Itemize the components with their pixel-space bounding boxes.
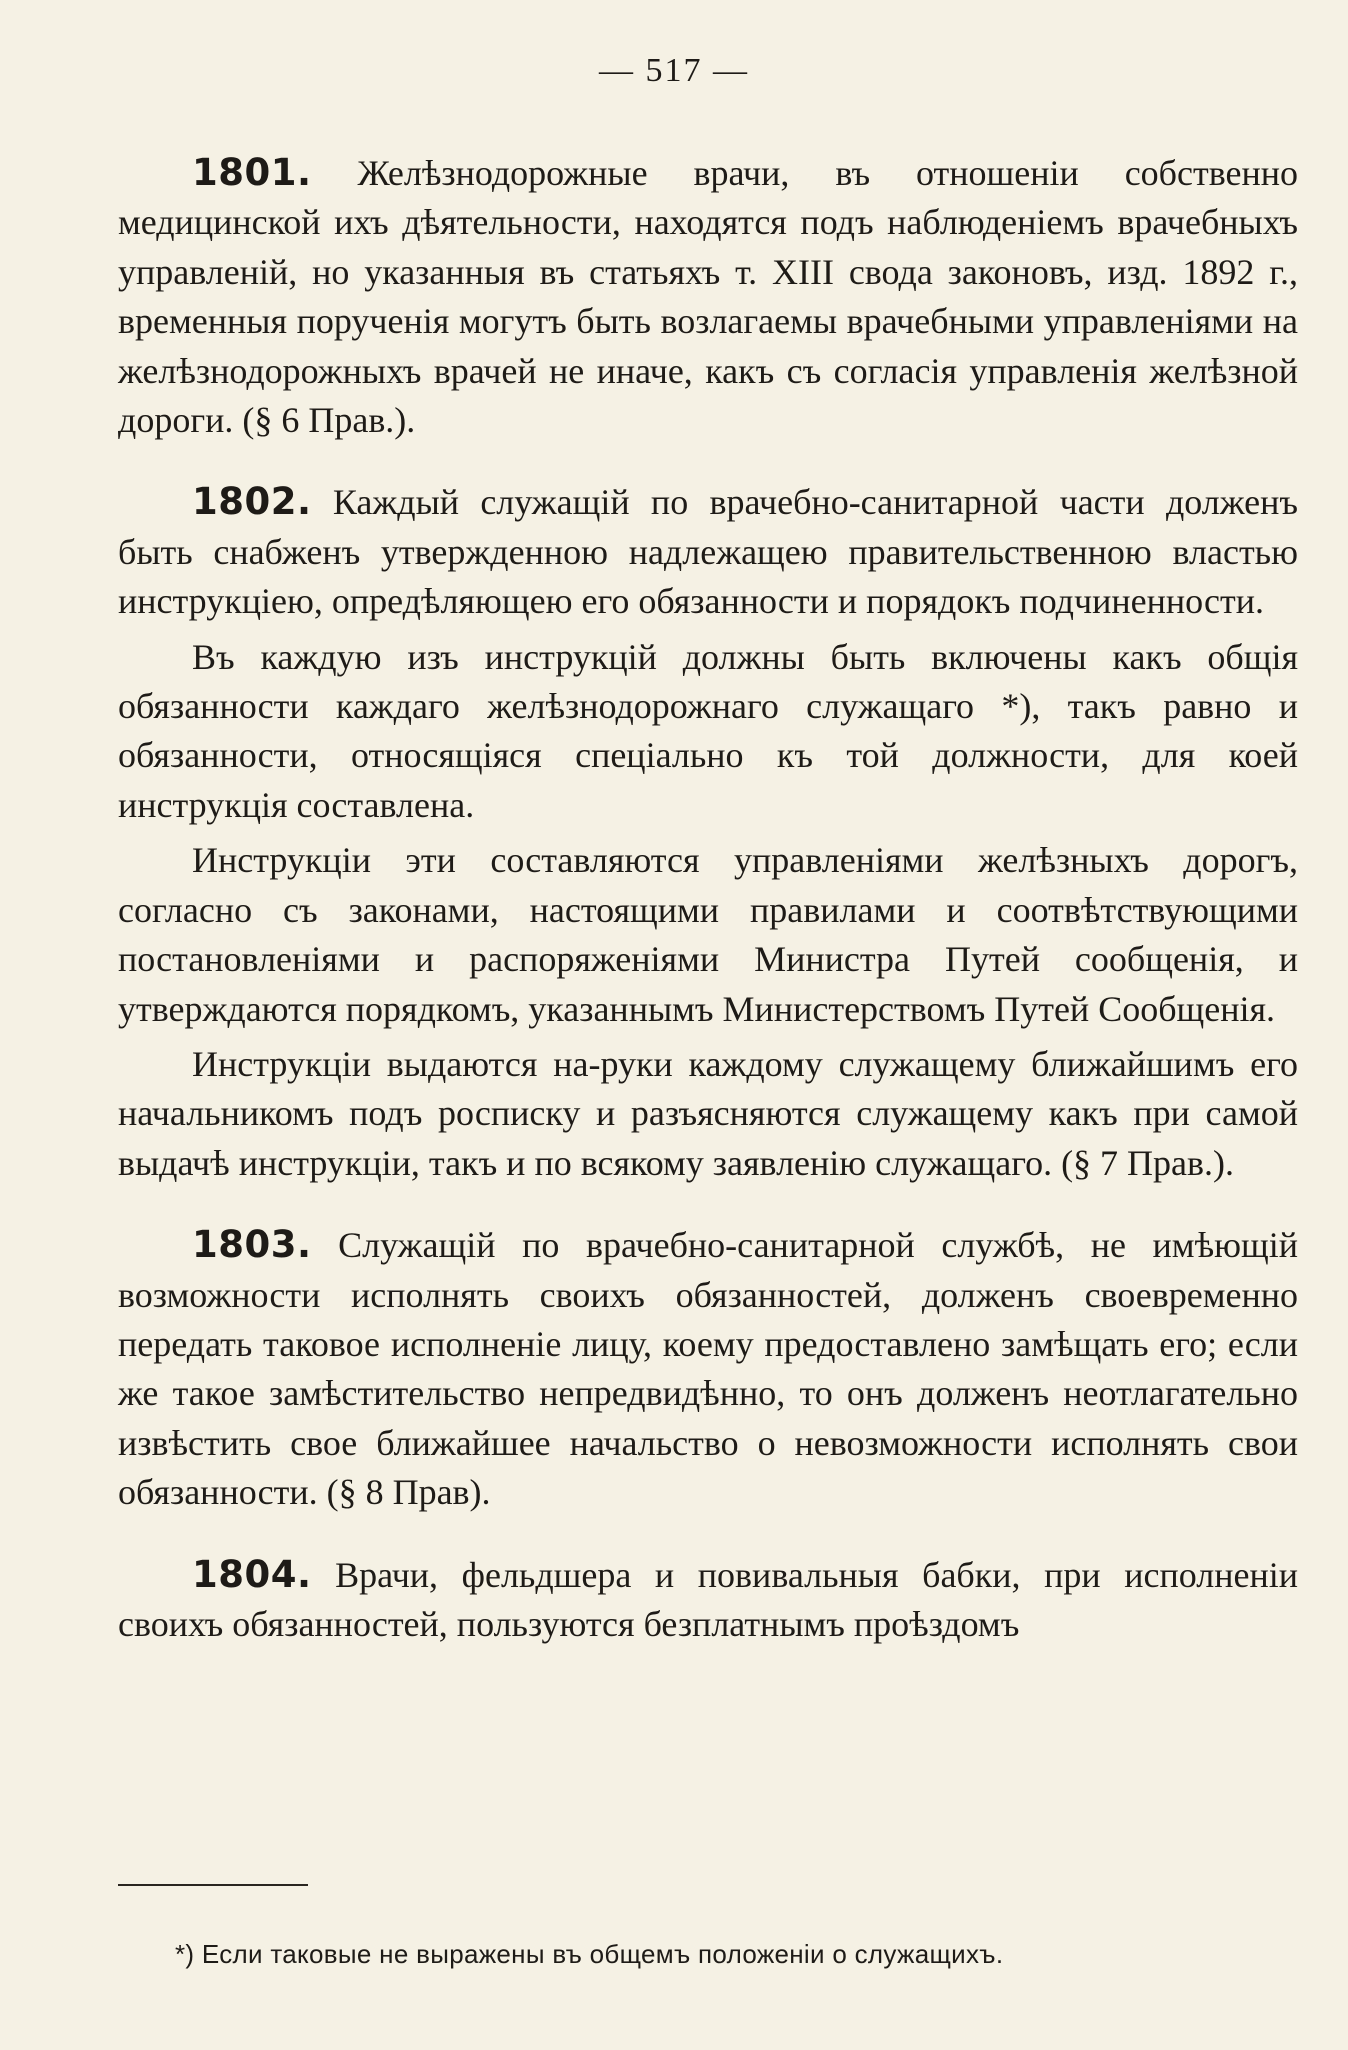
article-1802-paragraph-4: Инструкціи выдаются на-руки каждому служащему ближайшимъ его начальникомъ подъ росписку и разъясняются служащему какъ при самой выдачѣ инструкціи, такъ и по всякому заявленію служащаго. (§ 7 Прав.). [118, 1043, 1298, 1183]
article-1804 [118, 1550, 1298, 1650]
article-number: 1802. [192, 480, 312, 524]
footnote: *) Если таковые не выражены въ общемъ положеніи о служащихъ. [175, 1939, 1004, 1969]
article-number: 1801. [192, 151, 312, 194]
article-1803 [118, 1220, 1298, 1517]
article-text: Врачи, фельдшера и повивальныя бабки, при исполненіи своихъ обязанностей, пользуются безплатнымъ проѣздомъ [118, 1554, 1298, 1644]
article-text: Желѣзнодорожные врачи, въ отношеніи собственно медицинской ихъ дѣятельности, находятся подъ наблюденіемъ врачебныхъ управленій, но указанныя въ статьяхъ т. XIII свода законовъ, изд. 1892 г., временныя порученія могутъ быть возлагаемы врачебными управленіями на желѣзнодорожныхъ врачей не иначе, какъ съ согласія управленія желѣзной дороги. (§ 6 Прав.). [118, 153, 1298, 441]
article-text: Каждый служащій по врачебно-санитарной части долженъ быть снабженъ утвержденною надлежащею правительственною властью инструкціею, опредѣляющею его обязанности и порядокъ подчиненности. [118, 482, 1299, 622]
footnote-divider [118, 1884, 308, 1886]
article-text: Служащій по врачебно-санитарной службѣ, не имѣющій возможности исполнять своихъ обязанностей, долженъ своевременно передать таковое исполненіе лицу, коему предоставлено замѣщать его; если же такое замѣстительство непредвидѣнно, то онъ долженъ неотлагательно извѣстить свое ближайшее начальство о невозможности исполнять свои обязанности. (§ 8 Прав). [118, 1225, 1299, 1513]
article-1802-paragraph-2: Въ каждую изъ инструкцій должны быть включены какъ общія обязанности каждаго желѣзнодорожнаго служащаго *), такъ равно и обязанности, относящіяся спеціально къ той должности, для коей инструкція составлена. [118, 636, 1298, 825]
article-1802-paragraph-3: Инструкціи эти составляются управленіями желѣзныхъ дорогъ, согласно съ законами, настоящими правилами и соотвѣтствующими постановленіями и распоряженіями Министра Путей сообщенія, и утверждаются порядкомъ, указаннымъ Министерствомъ Путей Сообщенія. [118, 840, 1298, 1029]
article-1801 [118, 148, 1298, 445]
article-number: 1803. [192, 1223, 312, 1267]
article-number: 1804. [192, 1552, 312, 1596]
page-body [118, 148, 1298, 1649]
article-1802 [118, 477, 1298, 626]
page-number: — 517 — [599, 52, 749, 89]
